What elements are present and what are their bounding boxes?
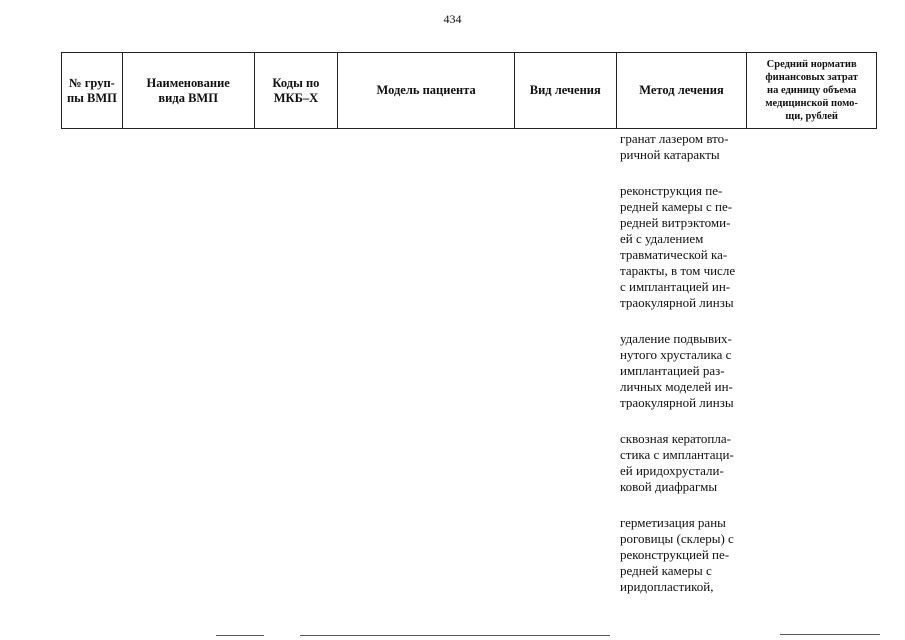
header-group-number bbox=[62, 53, 123, 128]
header-treatment-method-text: Метод лечения bbox=[639, 83, 724, 97]
header-treatment-method bbox=[617, 53, 748, 128]
header-icd-codes-text: Коды по МКБ–Х bbox=[272, 75, 320, 105]
method-item: сквозная кератопла- стика с имплантаци- ей иридохрустали- ковой диафрагмы bbox=[620, 431, 734, 494]
header-vmp-name bbox=[123, 53, 255, 128]
method-item: удаление подвывих- нутого хрусталика с имплантацией раз- личных моделей ин- траокулярной линзы bbox=[620, 331, 734, 410]
treatment-method-column bbox=[620, 131, 752, 615]
header-treatment-type bbox=[515, 53, 617, 128]
header-patient-model bbox=[338, 53, 515, 128]
header-vmp-name-text: Наименование вида ВМП bbox=[146, 75, 230, 105]
header-patient-model-text: Модель пациента bbox=[376, 83, 476, 97]
header-treatment-type-text: Вид лечения bbox=[529, 83, 601, 97]
method-item: гранат лазером вто- ричной катаракты bbox=[620, 131, 729, 162]
header-icd-codes bbox=[255, 53, 339, 128]
header-average-cost bbox=[747, 53, 876, 128]
bottom-scan-line bbox=[780, 634, 880, 635]
bottom-scan-line bbox=[300, 635, 610, 636]
header-average-cost-text: Средний норматив финансовых затрат на единицу объема медицинской помо- щи, рублей bbox=[765, 59, 858, 122]
method-item: реконструкция пе- редней камеры с пе- редней витрэктоми- ей с удалением травматической ка- таракты, в том числе с имплантацией ин- траокулярной линзы bbox=[620, 183, 736, 310]
method-item: герметизация раны роговицы (склеры) с реконструкцией пе- редней камеры с иридопластикой, bbox=[620, 515, 734, 594]
header-group-number-text: № груп- пы ВМП bbox=[66, 75, 117, 105]
table-header-row bbox=[61, 52, 877, 129]
page-number: 434 bbox=[443, 12, 462, 26]
bottom-scan-line bbox=[216, 635, 264, 636]
